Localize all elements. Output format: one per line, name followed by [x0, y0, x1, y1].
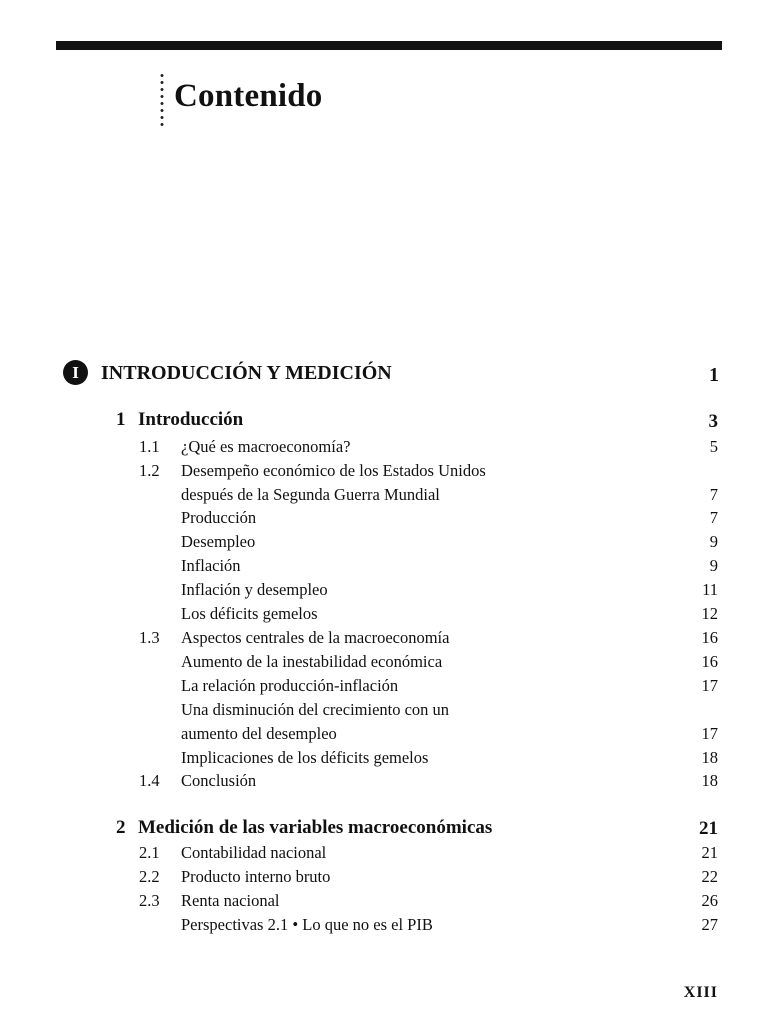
section-number: 2.2 [139, 867, 160, 886]
section-number: 1.4 [139, 771, 160, 790]
chapter-title: Medición de las variables macroeconómicas [138, 817, 493, 838]
dotted-ornament [159, 72, 165, 128]
entry-text: Contabilidad nacional [181, 843, 327, 862]
header-rule [56, 41, 722, 50]
chapter-number: 2 [116, 817, 126, 838]
entry-page: 17 [701, 724, 718, 743]
toc-entry [0, 771, 768, 793]
entry-page: 21 [701, 843, 718, 862]
part-number-badge: I [63, 360, 88, 385]
entry-text: Producción [181, 508, 257, 527]
toc-entry [0, 580, 768, 602]
page-title: Contenido [174, 78, 323, 114]
section-number: 1.2 [139, 461, 160, 480]
entry-page: 16 [701, 628, 718, 647]
entry-text: ¿Qué es macroeconomía? [181, 437, 351, 456]
section-number: 1.3 [139, 628, 160, 647]
entry-text: después de la Segunda Guerra Mundial [181, 485, 440, 504]
toc-entry [0, 532, 768, 554]
toc-entry [0, 891, 768, 913]
toc-entry [0, 748, 768, 770]
entry-text: Una disminución del crecimiento con un [181, 700, 450, 719]
chapter-title: Introducción [138, 409, 244, 430]
entry-text: Conclusión [181, 771, 257, 790]
toc-entry [0, 843, 768, 865]
entry-page: 11 [702, 580, 718, 599]
toc-entry [0, 915, 768, 937]
entry-text: Producto interno bruto [181, 867, 331, 886]
entry-page: 26 [701, 891, 718, 910]
toc-entry [0, 461, 768, 483]
toc-entry [0, 604, 768, 626]
entry-page: 18 [701, 771, 718, 790]
entry-page: 9 [709, 556, 718, 575]
entry-text: Aspectos centrales de la macroeconomía [181, 628, 450, 647]
toc-entry [0, 437, 768, 459]
entry-page: 27 [701, 915, 718, 934]
toc-entry [0, 508, 768, 530]
toc-entry [0, 867, 768, 889]
entry-text: La relación producción-inflación [181, 676, 399, 695]
section-number: 2.1 [139, 843, 160, 862]
entry-page: 17 [701, 676, 718, 695]
toc-entry [0, 700, 768, 722]
entry-page: 7 [709, 485, 718, 504]
entry-page: 12 [701, 604, 718, 623]
entry-text: Inflación y desempleo [181, 580, 328, 599]
entry-text: Desempleo [181, 532, 256, 551]
toc-entry [0, 628, 768, 650]
page-folio: XIII [683, 984, 718, 1001]
entry-text: Renta nacional [181, 891, 280, 910]
section-number: 1.1 [139, 437, 160, 456]
toc-entry [0, 652, 768, 674]
entry-page: 7 [709, 508, 718, 527]
toc-entry [0, 724, 768, 746]
entry-page: 16 [701, 652, 718, 671]
part-title: INTRODUCCIÓN Y MEDICIÓN [101, 362, 392, 384]
entry-page: 18 [701, 748, 718, 767]
chapter-number: 1 [116, 409, 126, 430]
entry-page: 22 [701, 867, 718, 886]
entry-text: Aumento de la inestabilidad económica [181, 652, 443, 671]
entry-text: Inflación [181, 556, 241, 575]
entry-text: Implicaciones de los déficits gemelos [181, 748, 429, 767]
chapter-page: 21 [699, 818, 718, 839]
entry-text: Desempeño económico de los Estados Unidos [181, 461, 486, 480]
toc-entry [0, 485, 768, 507]
toc-entry [0, 676, 768, 698]
entry-text: aumento del desempleo [181, 724, 337, 743]
entry-page: 5 [709, 437, 718, 456]
entry-page: 9 [709, 532, 718, 551]
section-number: 2.3 [139, 891, 160, 910]
part-page: 1 [709, 364, 719, 386]
toc-entry [0, 556, 768, 578]
entry-text: Perspectivas 2.1 • Lo que no es el PIB [181, 915, 433, 934]
entry-text: Los déficits gemelos [181, 604, 318, 623]
chapter-page: 3 [708, 411, 718, 432]
